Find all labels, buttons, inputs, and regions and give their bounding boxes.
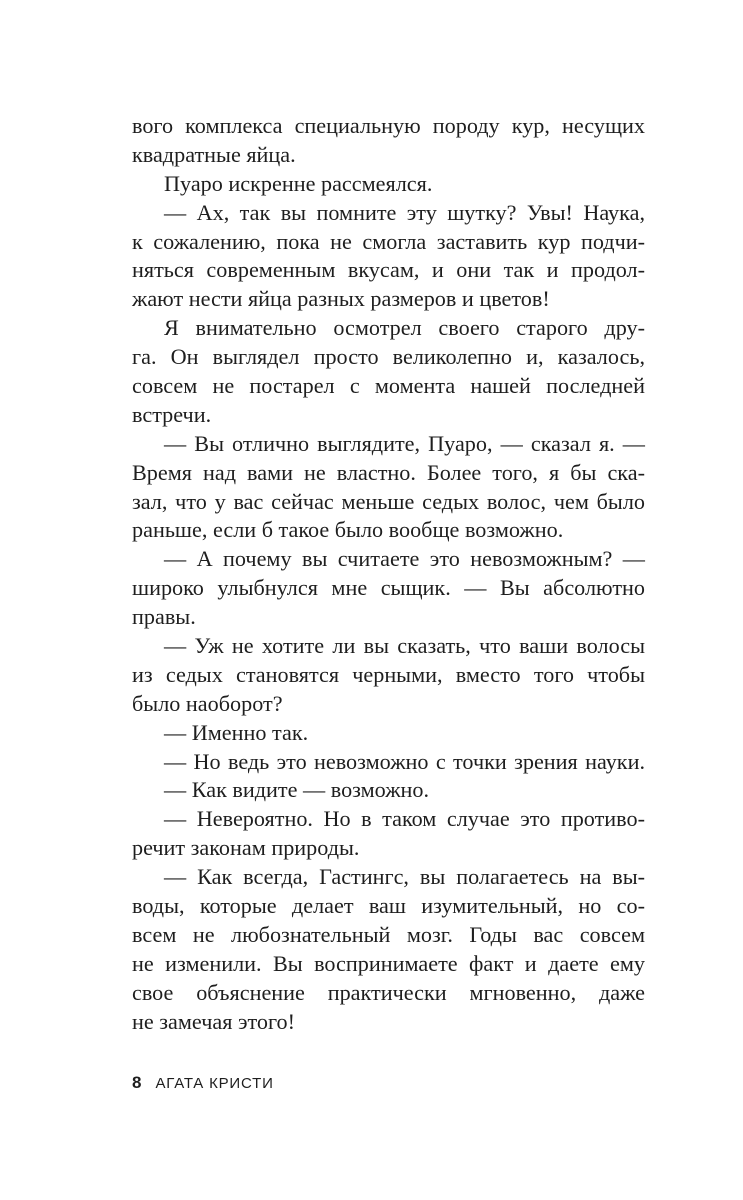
text-line-content: Я внимательно осмотрел своего старого дру-: [164, 315, 645, 341]
book-page-body: [132, 112, 645, 1037]
text-line-content: зал, что у вас сейчас меньше седых волос, чем было: [132, 488, 645, 514]
text-line: [132, 632, 645, 661]
running-head-author: АГАТА КРИСТИ: [155, 1075, 274, 1092]
text-line-content: Время над вами не властно. Более того, я бы ска-: [132, 459, 645, 485]
text-line-content: га. Он выглядел просто великолепно и, казалось,: [132, 344, 645, 370]
text-line: [132, 199, 645, 228]
text-line: [132, 488, 645, 517]
text-line: [132, 805, 645, 834]
text-line: [132, 661, 645, 690]
text-line-content: всем не любознательный мозг. Годы вас совсем: [132, 921, 645, 947]
text-line: [132, 950, 645, 979]
text-line-content: совсем не постарел с момента нашей последней: [132, 373, 645, 399]
text-line: не замечая этого!: [132, 1008, 296, 1034]
text-line: [132, 256, 645, 285]
text-line: раньше, если б такое было вообще возможно.: [132, 517, 564, 543]
page-number: 8: [132, 1073, 142, 1092]
text-line: Пуаро искренне рассмеялся.: [164, 170, 433, 196]
text-line: [132, 574, 645, 603]
text-line: квадратные яйца.: [132, 141, 296, 167]
text-line: [132, 112, 645, 141]
text-line-content: — Ах, так вы помните эту шутку? Увы! Наука,: [164, 199, 645, 225]
text-line: [132, 545, 645, 574]
text-line: [132, 863, 645, 892]
text-line: [132, 343, 645, 372]
text-line: — Именно так.: [164, 719, 309, 745]
text-line: встречи.: [132, 401, 212, 427]
text-line-content: не изменили. Вы воспринимаете факт и даете ему: [132, 950, 645, 976]
text-line-content: — Невероятно. Но в таком случае это противо-: [164, 806, 645, 832]
text-line-content: воды, которые делает ваш изумительный, но со-: [132, 893, 645, 919]
text-line: [132, 372, 645, 401]
page-footer: [132, 1073, 274, 1093]
text-line-content: свое объяснение практически мгновенно, даже: [132, 979, 645, 1005]
text-line-content: — Как всегда, Гастингс, вы полагаетесь на вы-: [164, 864, 645, 890]
text-line-content: — Уж не хотите ли вы сказать, что ваши волосы: [164, 633, 645, 659]
text-line: было наоборот?: [132, 690, 283, 716]
text-line-content: няться современным вкусам, и они так и продол-: [132, 257, 645, 283]
text-line-content: к сожалению, пока не смогла заставить кур подчи-: [132, 228, 645, 254]
text-line: [132, 430, 645, 459]
text-line: — Как видите — возможно.: [164, 777, 430, 803]
text-line: [132, 979, 645, 1008]
text-line: [132, 748, 645, 777]
text-line-content: широко улыбнулся мне сыщик. — Вы абсолютно: [132, 575, 645, 601]
text-line-content: — Но ведь это невозможно с точки зрения науки.: [164, 748, 645, 774]
text-line-content: — Вы отлично выглядите, Пуаро, — сказал я. —: [164, 430, 645, 456]
text-line: [132, 892, 645, 921]
text-line: жают нести яйца разных размеров и цветов!: [132, 286, 550, 312]
text-line: речит законам природы.: [132, 835, 360, 861]
text-line: правы.: [132, 604, 196, 630]
text-line: [132, 459, 645, 488]
text-line-content: — А почему вы считаете это невозможным? —: [164, 546, 645, 572]
text-line-content: из седых становятся черными, вместо того чтобы: [132, 661, 645, 687]
text-line: [132, 921, 645, 950]
text-line: [132, 228, 645, 257]
text-line: [132, 314, 645, 343]
text-line-content: вого комплекса специальную породу кур, несущих: [132, 113, 645, 138]
